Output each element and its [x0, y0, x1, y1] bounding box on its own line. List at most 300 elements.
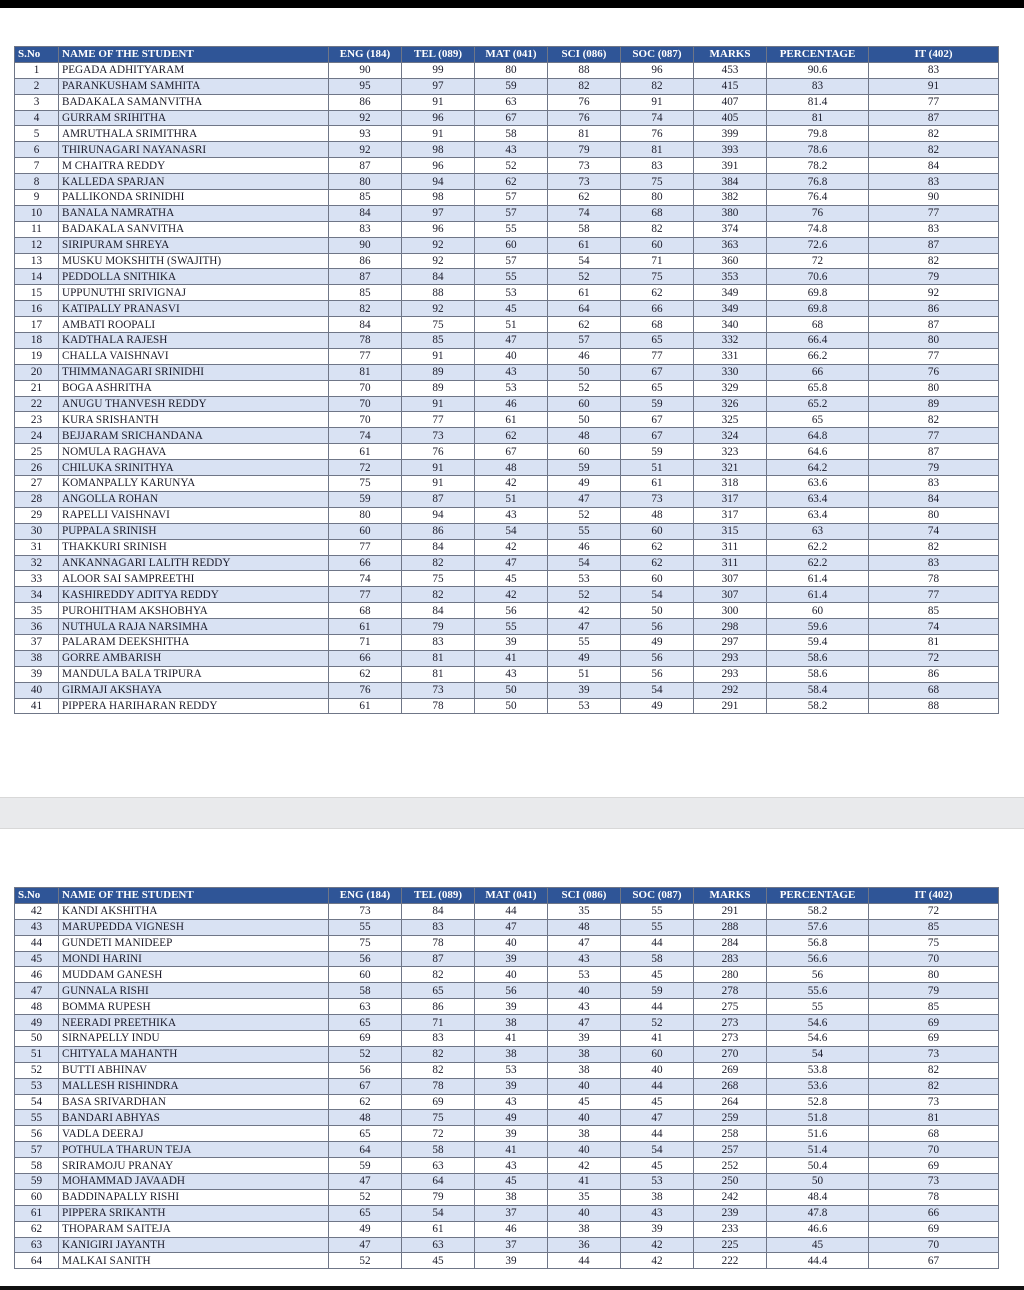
student-name-cell: MUSKU MOKSHITH (SWAJITH)	[59, 253, 329, 269]
student-name-cell: GUNDETI MANIDEEP	[59, 935, 329, 951]
student-name-cell: THAKKURI SRINISH	[59, 539, 329, 555]
tel-mark-cell: 83	[402, 634, 475, 650]
total-marks-cell: 363	[694, 237, 767, 253]
soc-mark-cell: 65	[621, 333, 694, 349]
header-row	[15, 47, 999, 63]
total-marks-cell: 323	[694, 444, 767, 460]
mat-mark-cell: 38	[475, 1015, 548, 1031]
sci-mark-cell: 40	[548, 1205, 621, 1221]
mat-mark-cell: 43	[475, 666, 548, 682]
it-mark-cell: 85	[869, 999, 999, 1015]
table-row	[15, 571, 999, 587]
sno-cell: 25	[15, 444, 59, 460]
it-mark-cell: 74	[869, 619, 999, 635]
sno-cell: 46	[15, 967, 59, 983]
tel-mark-cell: 61	[402, 1221, 475, 1237]
table-row	[15, 301, 999, 317]
soc-mark-cell: 58	[621, 951, 694, 967]
total-marks-cell: 349	[694, 301, 767, 317]
soc-mark-cell: 56	[621, 666, 694, 682]
mat-mark-cell: 55	[475, 269, 548, 285]
table-row	[15, 619, 999, 635]
student-name-cell: MALKAI SANITH	[59, 1253, 329, 1269]
header-row	[15, 888, 999, 904]
student-name-cell: BADAKALA SANVITHA	[59, 221, 329, 237]
tel-mark-cell: 96	[402, 158, 475, 174]
mat-mark-cell: 41	[475, 1142, 548, 1158]
student-name-cell: PALLIKONDA SRINIDHI	[59, 190, 329, 206]
percentage-cell: 58.2	[767, 903, 869, 919]
tel-mark-cell: 91	[402, 476, 475, 492]
header-soc: SOC (087)	[621, 47, 694, 63]
percentage-cell: 64.6	[767, 444, 869, 460]
sci-mark-cell: 53	[548, 698, 621, 714]
percentage-cell: 81.4	[767, 94, 869, 110]
tel-mark-cell: 89	[402, 364, 475, 380]
sci-mark-cell: 49	[548, 476, 621, 492]
sno-cell: 35	[15, 603, 59, 619]
percentage-cell: 63	[767, 523, 869, 539]
eng-mark-cell: 90	[329, 62, 402, 78]
tel-mark-cell: 98	[402, 190, 475, 206]
sci-mark-cell: 35	[548, 1189, 621, 1205]
table-row	[15, 158, 999, 174]
tel-mark-cell: 82	[402, 967, 475, 983]
sci-mark-cell: 42	[548, 1158, 621, 1174]
tel-mark-cell: 63	[402, 1158, 475, 1174]
total-marks-cell: 273	[694, 1015, 767, 1031]
total-marks-cell: 393	[694, 142, 767, 158]
eng-mark-cell: 75	[329, 476, 402, 492]
percentage-cell: 56.8	[767, 935, 869, 951]
student-name-cell: CHITYALA MAHANTH	[59, 1046, 329, 1062]
table-row	[15, 333, 999, 349]
soc-mark-cell: 60	[621, 237, 694, 253]
sci-mark-cell: 59	[548, 460, 621, 476]
soc-mark-cell: 61	[621, 476, 694, 492]
table-row	[15, 1205, 999, 1221]
percentage-cell: 65.2	[767, 396, 869, 412]
sci-mark-cell: 36	[548, 1237, 621, 1253]
sno-cell: 14	[15, 269, 59, 285]
soc-mark-cell: 59	[621, 444, 694, 460]
it-mark-cell: 69	[869, 1221, 999, 1237]
total-marks-cell: 407	[694, 94, 767, 110]
mat-mark-cell: 43	[475, 507, 548, 523]
tel-mark-cell: 84	[402, 603, 475, 619]
eng-mark-cell: 75	[329, 935, 402, 951]
percentage-cell: 63.4	[767, 491, 869, 507]
soc-mark-cell: 67	[621, 428, 694, 444]
sci-mark-cell: 42	[548, 603, 621, 619]
student-name-cell: MUDDAM GANESH	[59, 967, 329, 983]
eng-mark-cell: 92	[329, 142, 402, 158]
student-name-cell: KADTHALA RAJESH	[59, 333, 329, 349]
it-mark-cell: 73	[869, 1046, 999, 1062]
mat-mark-cell: 62	[475, 174, 548, 190]
table-row	[15, 94, 999, 110]
tel-mark-cell: 97	[402, 78, 475, 94]
sci-mark-cell: 60	[548, 444, 621, 460]
table-row	[15, 142, 999, 158]
sno-cell: 64	[15, 1253, 59, 1269]
eng-mark-cell: 61	[329, 619, 402, 635]
mat-mark-cell: 67	[475, 444, 548, 460]
total-marks-cell: 225	[694, 1237, 767, 1253]
percentage-cell: 78.2	[767, 158, 869, 174]
total-marks-cell: 293	[694, 666, 767, 682]
eng-mark-cell: 71	[329, 634, 402, 650]
soc-mark-cell: 66	[621, 301, 694, 317]
it-mark-cell: 83	[869, 221, 999, 237]
eng-mark-cell: 73	[329, 903, 402, 919]
total-marks-cell: 311	[694, 555, 767, 571]
table-row	[15, 269, 999, 285]
soc-mark-cell: 77	[621, 348, 694, 364]
header-tel: TEL (089)	[402, 888, 475, 904]
eng-mark-cell: 55	[329, 919, 402, 935]
student-name-cell: BANALA NAMRATHA	[59, 205, 329, 221]
soc-mark-cell: 56	[621, 650, 694, 666]
table-row	[15, 682, 999, 698]
total-marks-cell: 399	[694, 126, 767, 142]
total-marks-cell: 326	[694, 396, 767, 412]
tel-mark-cell: 91	[402, 460, 475, 476]
table-row	[15, 348, 999, 364]
eng-mark-cell: 59	[329, 491, 402, 507]
table-row	[15, 935, 999, 951]
student-name-cell: AMBATI ROOPALI	[59, 317, 329, 333]
mat-mark-cell: 38	[475, 1189, 548, 1205]
mat-mark-cell: 56	[475, 983, 548, 999]
percentage-cell: 63.6	[767, 476, 869, 492]
it-mark-cell: 72	[869, 903, 999, 919]
it-mark-cell: 90	[869, 190, 999, 206]
it-mark-cell: 77	[869, 428, 999, 444]
mat-mark-cell: 37	[475, 1205, 548, 1221]
table-row	[15, 1110, 999, 1126]
percentage-cell: 56	[767, 967, 869, 983]
soc-mark-cell: 60	[621, 1046, 694, 1062]
total-marks-cell: 288	[694, 919, 767, 935]
sno-cell: 9	[15, 190, 59, 206]
total-marks-cell: 259	[694, 1110, 767, 1126]
eng-mark-cell: 78	[329, 333, 402, 349]
soc-mark-cell: 54	[621, 1142, 694, 1158]
tel-mark-cell: 94	[402, 507, 475, 523]
soc-mark-cell: 45	[621, 1158, 694, 1174]
student-name-cell: PEDDOLLA SNITHIKA	[59, 269, 329, 285]
student-name-cell: PIPPERA HARIHARAN REDDY	[59, 698, 329, 714]
mat-mark-cell: 39	[475, 1253, 548, 1269]
it-mark-cell: 82	[869, 412, 999, 428]
table-row	[15, 444, 999, 460]
sno-cell: 37	[15, 634, 59, 650]
table-row	[15, 1158, 999, 1174]
table-row	[15, 1237, 999, 1253]
mat-mark-cell: 47	[475, 555, 548, 571]
percentage-cell: 76	[767, 205, 869, 221]
eng-mark-cell: 48	[329, 1110, 402, 1126]
percentage-cell: 44.4	[767, 1253, 869, 1269]
soc-mark-cell: 44	[621, 999, 694, 1015]
total-marks-cell: 405	[694, 110, 767, 126]
tel-mark-cell: 73	[402, 428, 475, 444]
eng-mark-cell: 92	[329, 110, 402, 126]
percentage-cell: 66	[767, 364, 869, 380]
soc-mark-cell: 54	[621, 587, 694, 603]
soc-mark-cell: 49	[621, 698, 694, 714]
table-row	[15, 380, 999, 396]
tel-mark-cell: 83	[402, 1031, 475, 1047]
mat-mark-cell: 41	[475, 1031, 548, 1047]
sno-cell: 52	[15, 1062, 59, 1078]
mat-mark-cell: 55	[475, 619, 548, 635]
soc-mark-cell: 44	[621, 1078, 694, 1094]
tel-mark-cell: 84	[402, 539, 475, 555]
eng-mark-cell: 86	[329, 94, 402, 110]
sci-mark-cell: 51	[548, 666, 621, 682]
sci-mark-cell: 61	[548, 237, 621, 253]
tel-mark-cell: 78	[402, 935, 475, 951]
table-row	[15, 364, 999, 380]
sno-cell: 34	[15, 587, 59, 603]
mat-mark-cell: 53	[475, 1062, 548, 1078]
it-mark-cell: 80	[869, 380, 999, 396]
percentage-cell: 52.8	[767, 1094, 869, 1110]
student-name-cell: CHALLA VAISHNAVI	[59, 348, 329, 364]
total-marks-cell: 291	[694, 698, 767, 714]
total-marks-cell: 298	[694, 619, 767, 635]
sno-cell: 54	[15, 1094, 59, 1110]
eng-mark-cell: 52	[329, 1253, 402, 1269]
tel-mark-cell: 97	[402, 205, 475, 221]
percentage-cell: 50	[767, 1174, 869, 1190]
eng-mark-cell: 47	[329, 1174, 402, 1190]
it-mark-cell: 85	[869, 603, 999, 619]
eng-mark-cell: 68	[329, 603, 402, 619]
eng-mark-cell: 90	[329, 237, 402, 253]
sci-mark-cell: 38	[548, 1046, 621, 1062]
percentage-cell: 56.6	[767, 951, 869, 967]
it-mark-cell: 86	[869, 301, 999, 317]
tel-mark-cell: 82	[402, 1046, 475, 1062]
percentage-cell: 65.8	[767, 380, 869, 396]
eng-mark-cell: 65	[329, 1015, 402, 1031]
sno-cell: 3	[15, 94, 59, 110]
sci-mark-cell: 46	[548, 539, 621, 555]
student-name-cell: MALLESH RISHINDRA	[59, 1078, 329, 1094]
eng-mark-cell: 80	[329, 507, 402, 523]
mat-mark-cell: 57	[475, 190, 548, 206]
sci-mark-cell: 40	[548, 1142, 621, 1158]
student-name-cell: KURA SRISHANTH	[59, 412, 329, 428]
sno-cell: 18	[15, 333, 59, 349]
student-name-cell: THIMMANAGARI SRINIDHI	[59, 364, 329, 380]
sci-mark-cell: 64	[548, 301, 621, 317]
it-mark-cell: 73	[869, 1174, 999, 1190]
tel-mark-cell: 78	[402, 1078, 475, 1094]
soc-mark-cell: 62	[621, 555, 694, 571]
sno-cell: 17	[15, 317, 59, 333]
soc-mark-cell: 52	[621, 1015, 694, 1031]
student-name-cell: M CHAITRA REDDY	[59, 158, 329, 174]
sci-mark-cell: 58	[548, 221, 621, 237]
tel-mark-cell: 82	[402, 1062, 475, 1078]
percentage-cell: 69.8	[767, 301, 869, 317]
student-name-cell: MOHAMMAD JAVAADH	[59, 1174, 329, 1190]
student-name-cell: SIRNAPELLY INDU	[59, 1031, 329, 1047]
tel-mark-cell: 71	[402, 1015, 475, 1031]
it-mark-cell: 83	[869, 476, 999, 492]
soc-mark-cell: 45	[621, 1094, 694, 1110]
it-mark-cell: 80	[869, 507, 999, 523]
table-row	[15, 1031, 999, 1047]
mat-mark-cell: 43	[475, 1158, 548, 1174]
it-mark-cell: 82	[869, 126, 999, 142]
total-marks-cell: 415	[694, 78, 767, 94]
sci-mark-cell: 50	[548, 364, 621, 380]
mat-mark-cell: 51	[475, 317, 548, 333]
it-mark-cell: 68	[869, 1126, 999, 1142]
tel-mark-cell: 87	[402, 951, 475, 967]
tel-mark-cell: 91	[402, 126, 475, 142]
percentage-cell: 54.6	[767, 1015, 869, 1031]
it-mark-cell: 84	[869, 158, 999, 174]
sno-cell: 1	[15, 62, 59, 78]
mat-mark-cell: 50	[475, 698, 548, 714]
sci-mark-cell: 54	[548, 555, 621, 571]
eng-mark-cell: 77	[329, 539, 402, 555]
mat-mark-cell: 45	[475, 1174, 548, 1190]
mat-mark-cell: 43	[475, 142, 548, 158]
total-marks-cell: 340	[694, 317, 767, 333]
sno-cell: 13	[15, 253, 59, 269]
eng-mark-cell: 77	[329, 587, 402, 603]
sno-cell: 51	[15, 1046, 59, 1062]
sci-mark-cell: 45	[548, 1094, 621, 1110]
percentage-cell: 66.4	[767, 333, 869, 349]
student-name-cell: MONDI HARINI	[59, 951, 329, 967]
eng-mark-cell: 52	[329, 1189, 402, 1205]
it-mark-cell: 69	[869, 1015, 999, 1031]
sci-mark-cell: 55	[548, 523, 621, 539]
student-name-cell: NUTHULA RAJA NARSIMHA	[59, 619, 329, 635]
it-mark-cell: 89	[869, 396, 999, 412]
tel-mark-cell: 72	[402, 1126, 475, 1142]
total-marks-cell: 453	[694, 62, 767, 78]
mat-mark-cell: 48	[475, 460, 548, 476]
eng-mark-cell: 59	[329, 1158, 402, 1174]
sno-cell: 28	[15, 491, 59, 507]
student-name-cell: KANDI AKSHITHA	[59, 903, 329, 919]
eng-mark-cell: 74	[329, 571, 402, 587]
eng-mark-cell: 58	[329, 983, 402, 999]
header-percentage: PERCENTAGE	[767, 47, 869, 63]
sno-cell: 56	[15, 1126, 59, 1142]
tel-mark-cell: 96	[402, 110, 475, 126]
header-sci: SCI (086)	[548, 47, 621, 63]
soc-mark-cell: 82	[621, 78, 694, 94]
mat-mark-cell: 49	[475, 1110, 548, 1126]
total-marks-cell: 250	[694, 1174, 767, 1190]
total-marks-cell: 284	[694, 935, 767, 951]
table-row	[15, 1174, 999, 1190]
sno-cell: 38	[15, 650, 59, 666]
eng-mark-cell: 62	[329, 1094, 402, 1110]
tel-mark-cell: 81	[402, 666, 475, 682]
results-table-page-1	[14, 46, 999, 714]
total-marks-cell: 321	[694, 460, 767, 476]
soc-mark-cell: 56	[621, 619, 694, 635]
total-marks-cell: 324	[694, 428, 767, 444]
tel-mark-cell: 75	[402, 1110, 475, 1126]
it-mark-cell: 69	[869, 1031, 999, 1047]
tel-mark-cell: 64	[402, 1174, 475, 1190]
mat-mark-cell: 58	[475, 126, 548, 142]
eng-mark-cell: 52	[329, 1046, 402, 1062]
table-row	[15, 1046, 999, 1062]
eng-mark-cell: 72	[329, 460, 402, 476]
student-name-cell: KOMANPALLY KARUNYA	[59, 476, 329, 492]
percentage-cell: 55	[767, 999, 869, 1015]
table-row	[15, 221, 999, 237]
soc-mark-cell: 60	[621, 523, 694, 539]
soc-mark-cell: 59	[621, 983, 694, 999]
table-row	[15, 1078, 999, 1094]
eng-mark-cell: 65	[329, 1126, 402, 1142]
table-row	[15, 1062, 999, 1078]
soc-mark-cell: 48	[621, 507, 694, 523]
mat-mark-cell: 42	[475, 476, 548, 492]
eng-mark-cell: 77	[329, 348, 402, 364]
table-row	[15, 634, 999, 650]
table-row	[15, 919, 999, 935]
tel-mark-cell: 85	[402, 333, 475, 349]
eng-mark-cell: 70	[329, 380, 402, 396]
percentage-cell: 53.8	[767, 1062, 869, 1078]
table-row	[15, 412, 999, 428]
sci-mark-cell: 46	[548, 348, 621, 364]
sci-mark-cell: 49	[548, 650, 621, 666]
mat-mark-cell: 40	[475, 967, 548, 983]
student-name-cell: UPPUNUTHI SRIVIGNAJ	[59, 285, 329, 301]
total-marks-cell: 258	[694, 1126, 767, 1142]
it-mark-cell: 83	[869, 174, 999, 190]
it-mark-cell: 88	[869, 698, 999, 714]
sci-mark-cell: 43	[548, 951, 621, 967]
student-name-cell: GORRE AMBARISH	[59, 650, 329, 666]
mat-mark-cell: 40	[475, 935, 548, 951]
header-tel: TEL (089)	[402, 47, 475, 63]
soc-mark-cell: 75	[621, 269, 694, 285]
it-mark-cell: 86	[869, 666, 999, 682]
student-name-cell: PUPPALA SRINISH	[59, 523, 329, 539]
tel-mark-cell: 63	[402, 1237, 475, 1253]
sno-cell: 58	[15, 1158, 59, 1174]
table-row	[15, 491, 999, 507]
sci-mark-cell: 74	[548, 205, 621, 221]
sno-cell: 60	[15, 1189, 59, 1205]
tel-mark-cell: 45	[402, 1253, 475, 1269]
table-row	[15, 999, 999, 1015]
mat-mark-cell: 61	[475, 412, 548, 428]
eng-mark-cell: 69	[329, 1031, 402, 1047]
mat-mark-cell: 45	[475, 301, 548, 317]
percentage-cell: 76.4	[767, 190, 869, 206]
sci-mark-cell: 76	[548, 110, 621, 126]
soc-mark-cell: 55	[621, 903, 694, 919]
